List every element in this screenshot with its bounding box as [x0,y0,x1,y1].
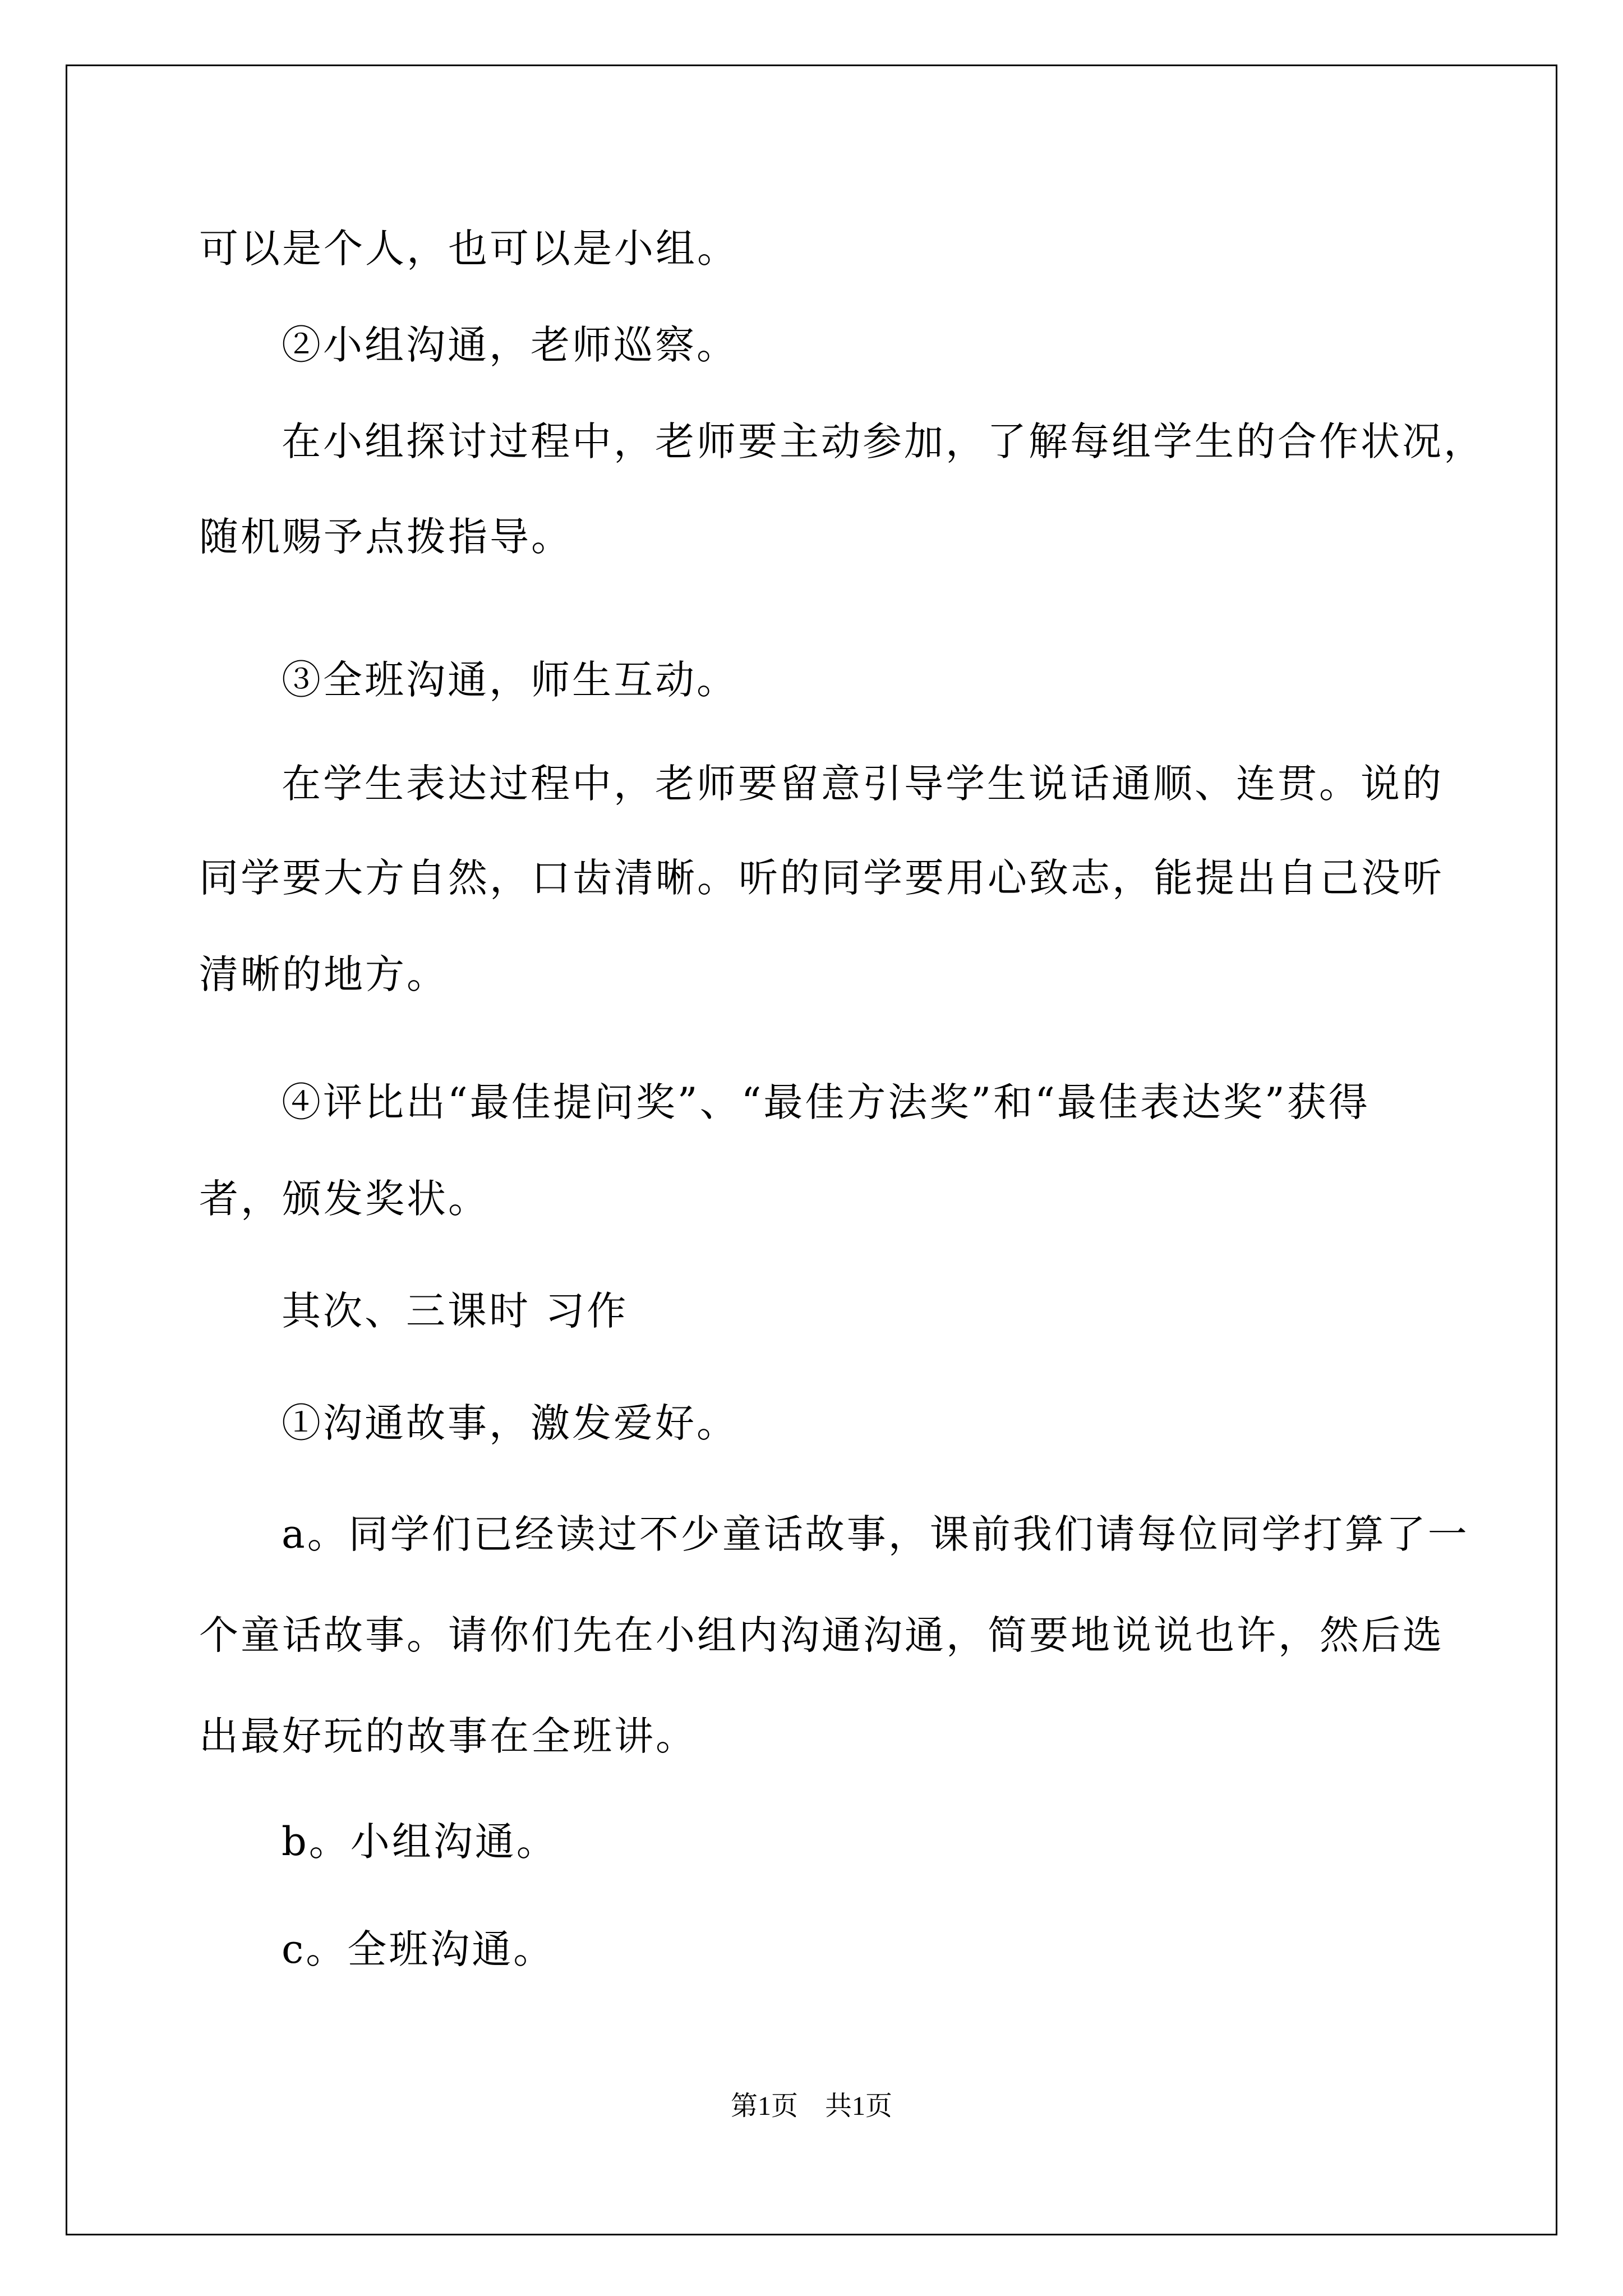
page-number-footer: 第1页 共1页 [730,2091,892,2121]
text-line: ①沟通故事，激发爱好。 [282,1400,738,1446]
text-line: 其次、三课时 习作 [282,1288,629,1334]
text-line: 随机赐予点拨指导。 [199,514,573,560]
page-border [66,65,1557,2235]
text-line: 清晰的地方。 [199,951,448,997]
text-line: ③全班沟通，师生互动。 [282,657,738,703]
text-line: ④评比出“最佳提问奖”、“最佳方法奖”和“最佳表达奖”获得 [282,1079,1370,1125]
text-line: 可以是个人，也可以是小组。 [199,226,739,272]
text-line: 者，颁发奖状。 [199,1176,490,1222]
text-line: 出最好玩的故事在全班讲。 [199,1713,697,1759]
text-line: 在学生表达过程中，老师要留意引导学生说话通顺、连贯。说的 [282,761,1444,807]
text-line: 个童话故事。请你们先在小组内沟通沟通，简要地说说也许，然后选 [199,1612,1444,1658]
text-line: b。小组沟通。 [282,1819,558,1865]
text-line: ②小组沟通，老师巡察。 [282,322,738,368]
text-line: a。同学们已经读过不少童话故事，课前我们请每位同学打算了一 [282,1511,1469,1557]
text-line: 同学要大方自然，口齿清晰。听的同学要用心致志，能提出自己没听 [199,855,1444,901]
text-line: 在小组探讨过程中，老师要主动参加，了解每组学生的合作状况， [282,418,1485,464]
text-line: c。全班沟通。 [282,1926,555,1972]
